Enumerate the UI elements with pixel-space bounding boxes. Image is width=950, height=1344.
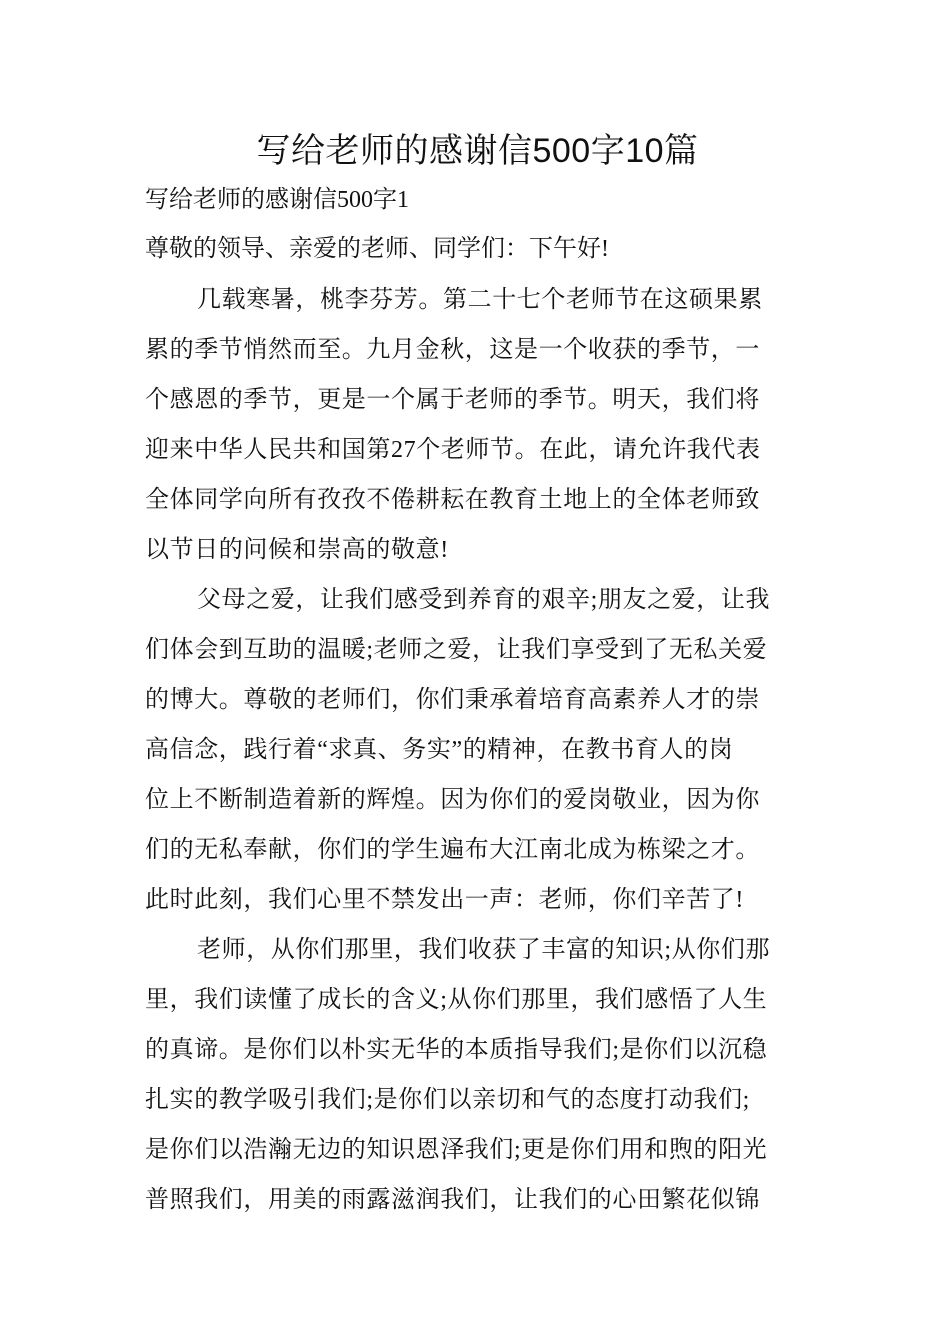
letter-greeting: 尊敬的领导、亲爱的老师、同学们：下午好!	[145, 236, 609, 262]
text-line: 此时此刻，我们心里不禁发出一声：老师，你们辛苦了!	[145, 887, 744, 913]
text-line: 累的季节悄然而至。九月金秋，这是一个收获的季节，一	[145, 337, 760, 363]
paragraph-3	[145, 925, 810, 1225]
text-line: 迎来中华人民共和国第27个老师节。在此，请允许我代表	[145, 437, 761, 463]
text-line: 几载寒暑，桃李芬芳。第二十七个老师节在这硕果累	[197, 287, 763, 313]
text-line: 们体会到互助的温暖;老师之爱，让我们享受到了无私关爱	[145, 637, 768, 663]
text-line: 老师，从你们那里，我们收获了丰富的知识;从你们那	[197, 937, 771, 963]
text-line: 扎实的教学吸引我们;是你们以亲切和气的态度打动我们;	[145, 1087, 750, 1113]
text-line: 位上不断制造着新的辉煌。因为你们的爱岗敬业，因为你	[145, 787, 760, 813]
text-line: 以节日的问候和崇高的敬意!	[145, 537, 449, 563]
text-line: 全体同学向所有孜孜不倦耕耘在教育土地上的全体老师致	[145, 487, 760, 513]
text-line: 普照我们，用美的雨露滋润我们，让我们的心田繁花似锦	[145, 1187, 760, 1213]
paragraph-1	[145, 275, 810, 575]
text-line: 是你们以浩瀚无边的知识恩泽我们;更是你们用和煦的阳光	[145, 1137, 768, 1163]
text-line: 高信念，践行着“求真、务实”的精神，在教书育人的岗	[145, 737, 734, 763]
text-line: 个感恩的季节，更是一个属于老师的季节。明天，我们将	[145, 387, 760, 413]
text-line: 里，我们读懂了成长的含义;从你们那里，我们感悟了人生	[145, 987, 768, 1013]
text-line: 们的无私奉献，你们的学生遍布大江南北成为栋梁之才。	[145, 837, 760, 863]
text-line: 父母之爱，让我们感受到养育的艰辛;朋友之爱，让我	[197, 587, 771, 613]
text-line: 的博大。尊敬的老师们，你们秉承着培育高素养人才的崇	[145, 687, 760, 713]
letter-heading: 写给老师的感谢信500字1	[145, 187, 409, 213]
document-title: 写给老师的感谢信500字10篇	[256, 132, 699, 170]
paragraph-2	[145, 575, 810, 925]
text-line: 的真谛。是你们以朴实无华的本质指导我们;是你们以沉稳	[145, 1037, 768, 1063]
document-body	[145, 125, 810, 1225]
